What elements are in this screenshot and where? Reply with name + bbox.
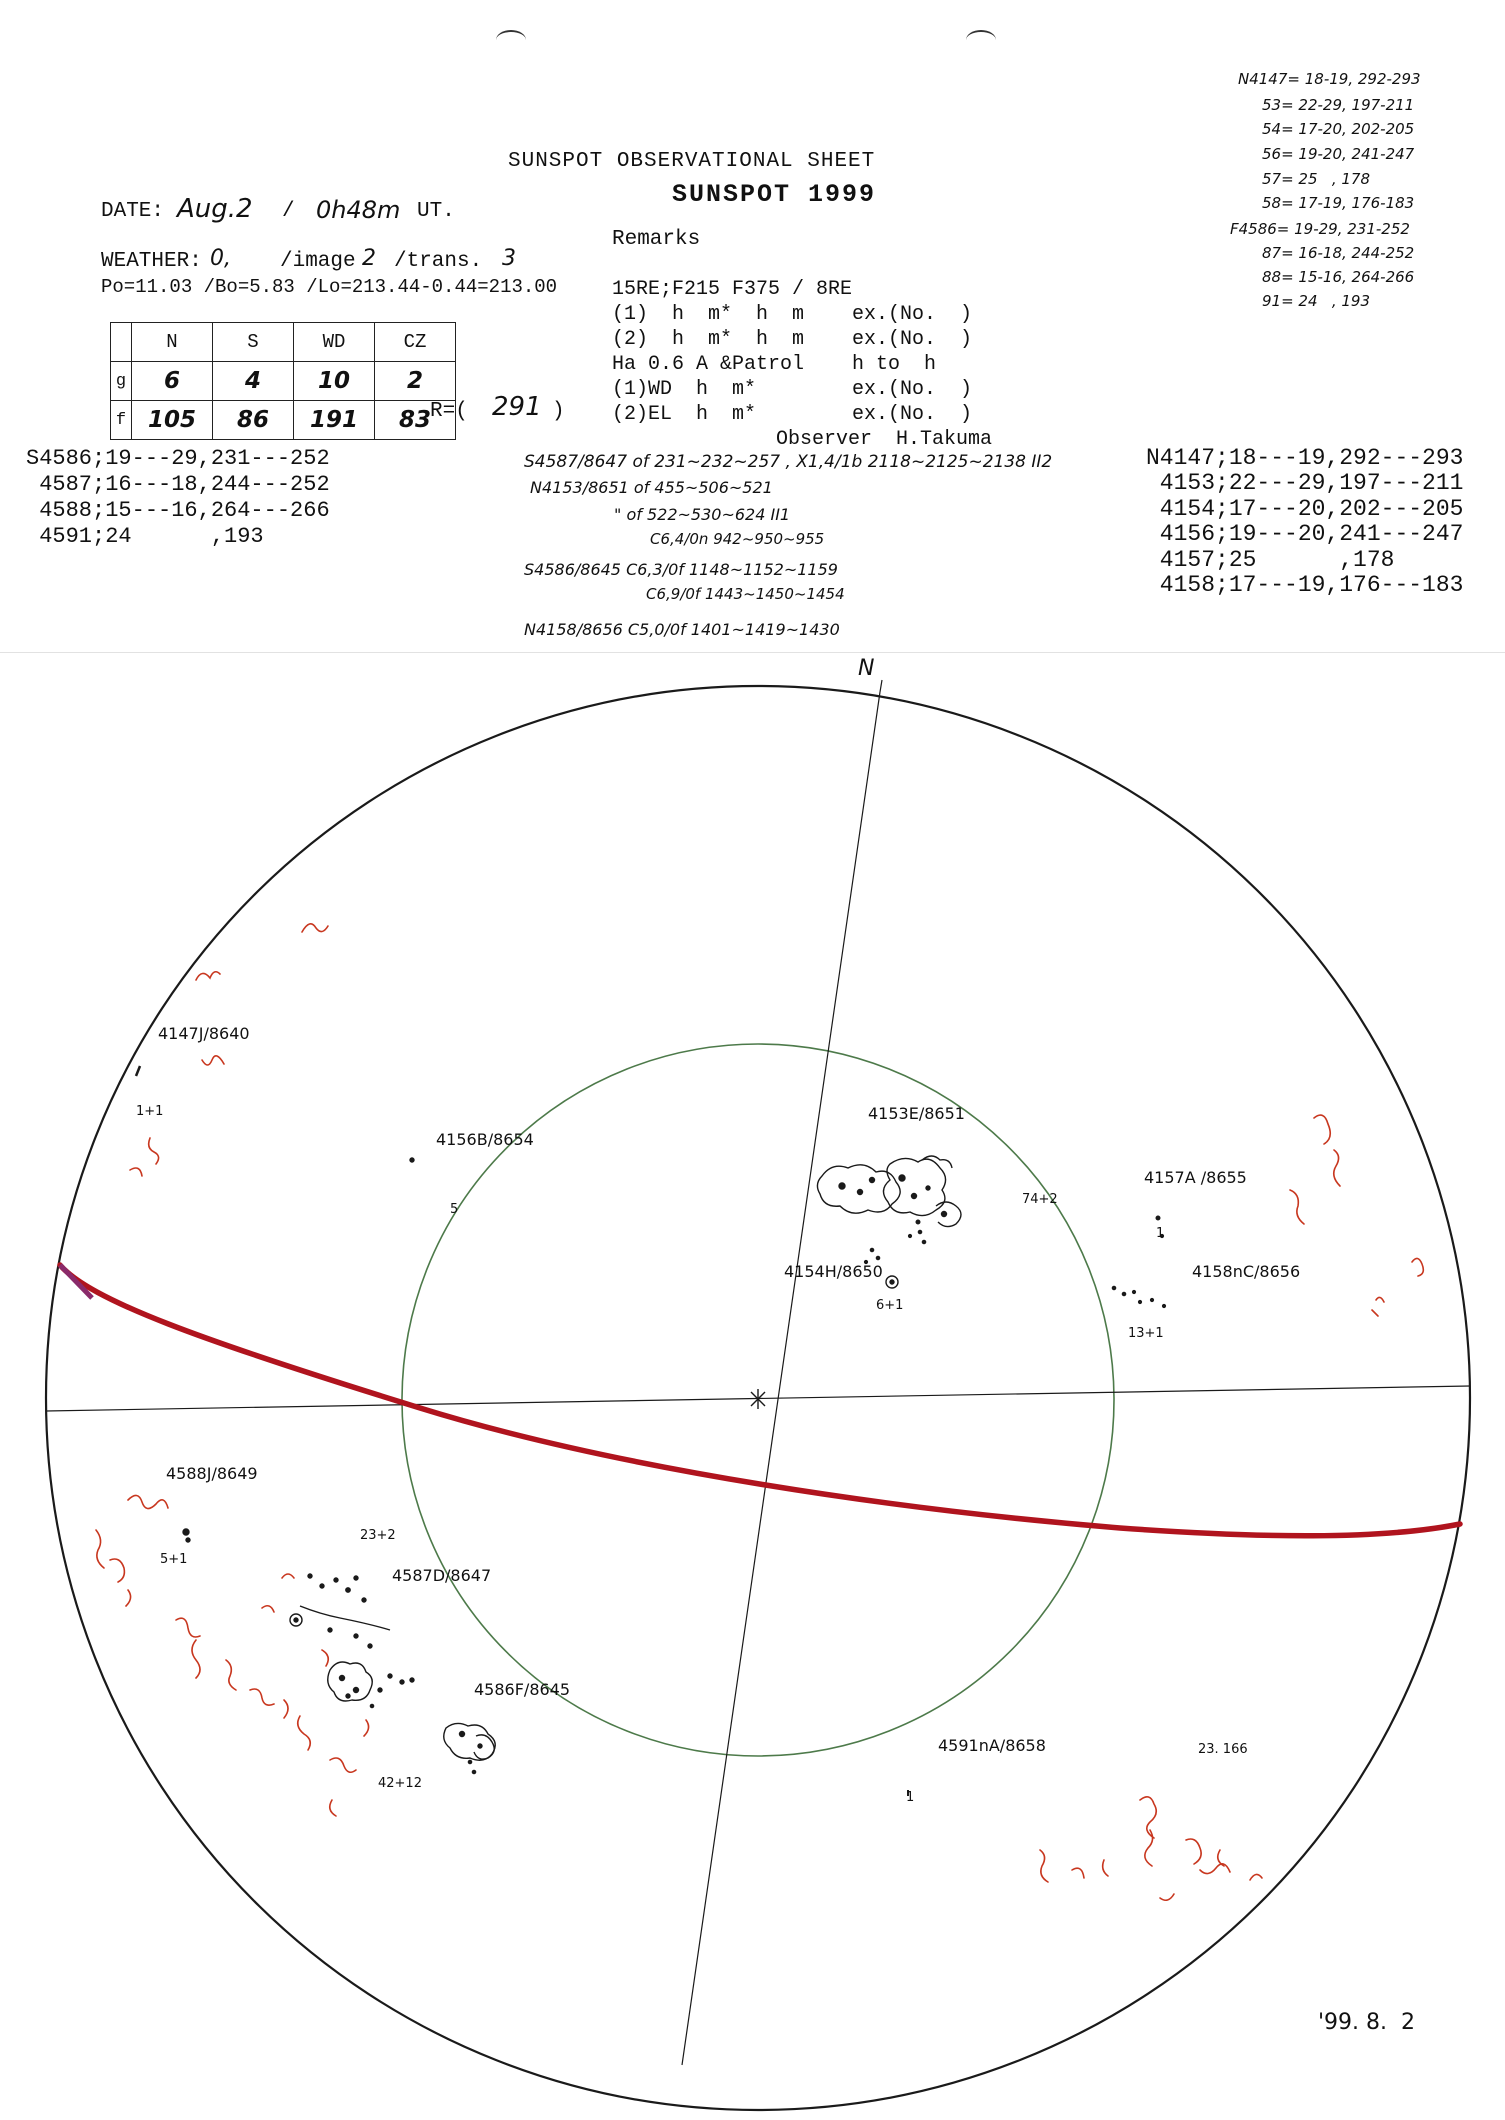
- observer-line: Observer H.Takuma: [776, 428, 993, 451]
- group-label-4591na: 4591nA/8658: [938, 1736, 1046, 1755]
- cell-g-cz: 2: [375, 362, 456, 401]
- hand-note: N4147= 18-19, 292-293: [1238, 70, 1421, 88]
- north-tick: [880, 680, 882, 692]
- remarks-line: Ha 0.6 A &Patrol h to h: [612, 353, 937, 376]
- cell-f-n: 105: [132, 401, 213, 440]
- flare-note: N4158/8656 C5,0/0f 1401~1419~1430: [524, 620, 840, 639]
- r-value: 291: [492, 392, 542, 422]
- list-item: N4147;18---19,292---293: [1146, 445, 1464, 471]
- row-label-g: g: [111, 362, 132, 401]
- group-count-4156b: 5: [450, 1202, 459, 1217]
- orientation-line: Po=11.03 /Bo=5.83 /Lo=213.44-0.44=213.00: [101, 276, 558, 298]
- hand-note: 57= 25 , 178: [1262, 170, 1370, 188]
- image-value: 2: [362, 246, 376, 271]
- date-value: Aug.2: [177, 194, 253, 224]
- group-count-4588j: 5+1: [160, 1552, 188, 1567]
- remarks-line: (2) h m* h m ex.(No. ): [612, 328, 973, 351]
- list-item: S4586;19---29,231---252: [26, 446, 330, 471]
- row-label-f: f: [111, 401, 132, 440]
- trans-value: 3: [502, 246, 516, 271]
- time-value: 0h48m: [316, 196, 401, 224]
- sheet-subtitle: SUNSPOT 1999: [672, 180, 877, 209]
- col-header-s: S: [213, 323, 294, 362]
- group-label-4157a: 4157A /8655: [1144, 1168, 1247, 1187]
- flare-note: C6,4/0n 942~950~955: [650, 530, 825, 548]
- list-item: 4591;24 ,193: [26, 524, 264, 549]
- remarks-line: (1) h m* h m ex.(No. ): [612, 303, 973, 326]
- flare-note: S4586/8645 C6,3/0f 1148~1152~1159: [524, 560, 838, 579]
- r-close: ): [552, 400, 565, 423]
- extra-note: 23. 166: [1198, 1742, 1248, 1757]
- list-item: 4153;22---29,197---211: [1146, 470, 1464, 496]
- sunspot-sketches: [136, 1066, 1165, 1796]
- north-marker: N: [858, 656, 875, 681]
- group-count-4591na: 1: [906, 1790, 915, 1805]
- col-header-wd: WD: [294, 323, 375, 362]
- group-label-4586f: 4586F/8645: [474, 1680, 571, 1699]
- list-item: 4158;17---19,176---183: [1146, 572, 1464, 598]
- col-header-cz: CZ: [375, 323, 456, 362]
- time-separator: /: [282, 200, 295, 223]
- flare-note: S4587/8647 of 231~232~257 , X1,4/1b 2118~2125~2138 II2: [524, 452, 1053, 472]
- group-label-4154h: 4154H/8650: [784, 1262, 883, 1281]
- flare-note: C6,9/0f 1443~1450~1454: [646, 585, 845, 603]
- hand-note: 53= 22-29, 197-211: [1262, 96, 1415, 114]
- list-item: 4587;16---18,244---252: [26, 472, 330, 497]
- date-stamp: '99. 8. 2: [1318, 2010, 1416, 2035]
- hand-note: 87= 16-18, 244-252: [1262, 244, 1415, 262]
- group-label-4588j: 4588J/8649: [166, 1464, 258, 1483]
- group-label-4587d: 4587D/8647: [392, 1566, 492, 1585]
- group-count-4586f: 42+12: [378, 1776, 422, 1791]
- list-item: 4156;19---20,241---247: [1146, 521, 1464, 547]
- group-count-4147j: 1+1: [136, 1104, 164, 1119]
- cell-f-wd: 191: [294, 401, 375, 440]
- weather-value: 0,: [210, 246, 231, 271]
- r-label: R=(: [430, 400, 468, 423]
- hand-note: 91= 24 , 193: [1262, 292, 1370, 310]
- cell-f-s: 86: [213, 401, 294, 440]
- group-label-4153e: 4153E/8651: [868, 1104, 965, 1123]
- group-label-4158nc: 4158nC/8656: [1192, 1262, 1301, 1281]
- date-label: DATE:: [101, 200, 165, 223]
- list-item: 4588;15---16,264---266: [26, 498, 330, 523]
- weather-label: WEATHER:: [101, 250, 202, 273]
- hand-note: 88= 15-16, 264-266: [1262, 268, 1415, 286]
- group-count-4587d: 23+2: [360, 1528, 396, 1543]
- equator-path-end-mark: [60, 1265, 92, 1298]
- cell-g-wd: 10: [294, 362, 375, 401]
- col-header-n: N: [132, 323, 213, 362]
- list-item: 4157;25 ,178: [1146, 547, 1395, 573]
- cell-g-s: 4: [213, 362, 294, 401]
- north-south-axis: [682, 692, 880, 2065]
- sheet-title: SUNSPOT OBSERVATIONAL SHEET: [508, 150, 876, 173]
- remarks-line: 15RE;F215 F375 / 8RE: [612, 278, 853, 301]
- group-label-4156b: 4156B/8654: [436, 1130, 534, 1149]
- group-count-4157a: 1: [1156, 1226, 1165, 1241]
- remarks-heading: Remarks: [612, 228, 701, 251]
- group-count-4153e: 74+2: [1022, 1192, 1058, 1207]
- remarks-line: (1)WD h m* ex.(No. ): [612, 378, 973, 401]
- cell-g-n: 6: [132, 362, 213, 401]
- list-item: 4154;17---20,202---205: [1146, 496, 1464, 522]
- group-label-4147j: 4147J/8640: [158, 1024, 250, 1043]
- hand-note: 58= 17-19, 176-183: [1262, 194, 1415, 212]
- group-count-4154h: 6+1: [876, 1298, 904, 1313]
- flare-note: " of 522~530~624 II1: [614, 505, 791, 524]
- hand-note: 56= 19-20, 241-247: [1262, 145, 1415, 163]
- hand-note: 54= 17-20, 202-205: [1262, 120, 1415, 138]
- flare-note: N4153/8651 of 455~506~521: [530, 478, 773, 497]
- image-label: /image: [280, 250, 356, 273]
- time-unit: UT.: [417, 200, 455, 223]
- trans-label: /trans.: [394, 250, 483, 273]
- group-count-4158nc: 13+1: [1128, 1326, 1164, 1341]
- hand-note: F4586= 19-29, 231-252: [1230, 220, 1410, 238]
- cell-f-cz: 83: [375, 401, 456, 440]
- remarks-line: (2)EL h m* ex.(No. ): [612, 403, 973, 426]
